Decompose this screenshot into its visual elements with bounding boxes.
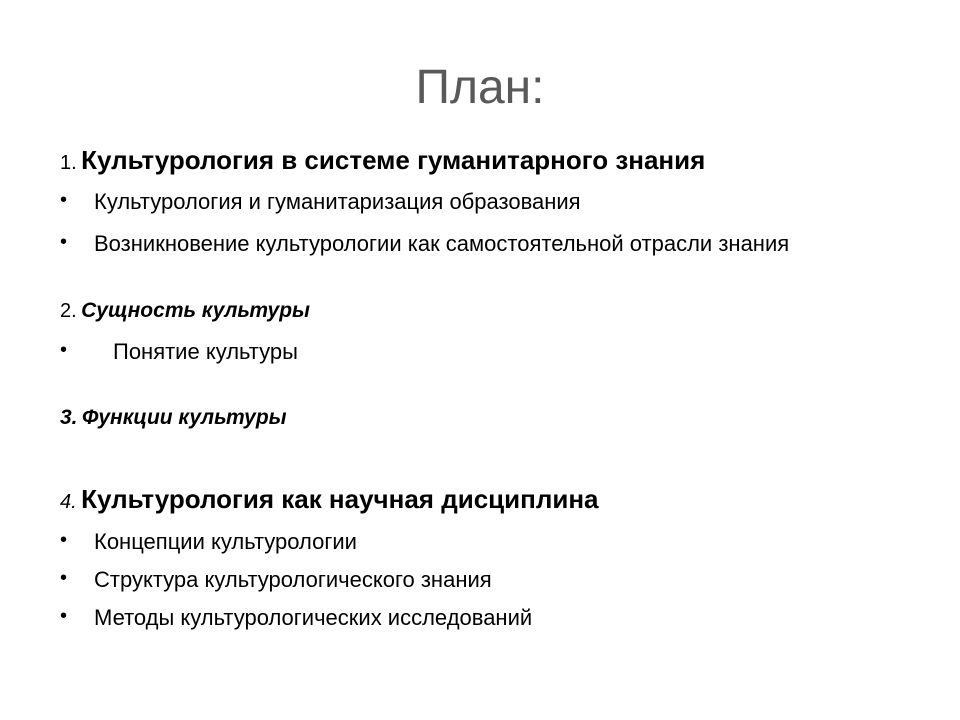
bullet-icon: • <box>60 189 68 211</box>
section-1-heading <box>60 146 705 176</box>
bullet-icon: • <box>60 231 68 253</box>
section-4-heading <box>60 485 599 515</box>
list-item <box>60 186 581 218</box>
bullet-icon: • <box>60 605 68 627</box>
list-item-text: Методы культурологических исследований <box>94 605 533 630</box>
list-item <box>60 227 920 260</box>
slide-title: План: <box>415 61 545 114</box>
bullet-icon: • <box>60 567 68 589</box>
section-4-title: Культурология как научная дисциплина <box>81 484 599 514</box>
list-item <box>60 564 492 596</box>
bullet-icon: • <box>60 339 68 361</box>
list-item-text: Культурология и гуманитаризация образования <box>94 189 581 214</box>
list-item <box>60 602 532 634</box>
section-3-title: Функции культуры <box>81 406 287 429</box>
section-2-heading <box>60 299 310 323</box>
list-item-text: Понятие культуры <box>113 339 298 364</box>
section-4-number: 4. <box>60 491 77 513</box>
section-1-title: Культурология в системе гуманитарного знания <box>81 145 706 175</box>
list-item <box>60 526 357 558</box>
list-item-text: Возникновение культурологии как самостоятельной отрасли знания <box>94 231 790 256</box>
list-item-text: Структура культурологического знания <box>94 567 492 592</box>
section-2-title: Сущность культуры <box>81 299 310 322</box>
list-item <box>60 336 298 368</box>
section-3-heading <box>60 406 287 430</box>
section-2-number: 2. <box>60 300 77 322</box>
section-3-number: 3. <box>60 406 78 429</box>
list-item-text: Концепции культурологии <box>94 529 357 554</box>
section-1-number: 1. <box>60 152 77 174</box>
bullet-icon: • <box>60 529 68 551</box>
